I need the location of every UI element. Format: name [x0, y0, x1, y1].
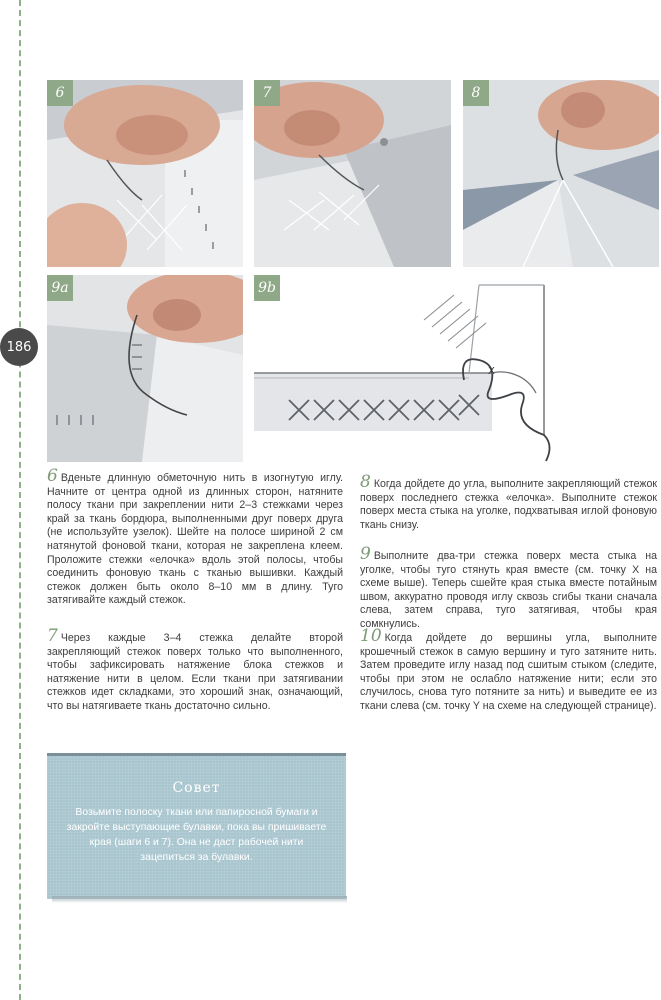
step-7-photo — [254, 80, 451, 267]
step-6-number: 6 — [47, 466, 58, 486]
step-8-body: Когда дойдете до угла, выполните закрепляющий стежок поверх последнего стежка «елочка». Выполните стежок поверх места стыка на уголке, подхватывая иглой фоновую ткань снизу. — [360, 478, 657, 531]
tip-card-shadow — [52, 896, 347, 903]
step-9-body: Выполните два-три стежка поверх места стыка на уголке, чтобы туго стянуть края вместе (см. точку X на схеме выше). Теперь сшейте края стыка вместе потайным швом, аккуратно проводя иглу сквозь сгибы ткани сначала слева, затем справа, туго затягивая, чтобы края сомкнулись. — [360, 550, 657, 630]
step-6-text — [47, 466, 343, 608]
tip-title: Совет — [172, 780, 221, 796]
step-9b-diagram — [254, 275, 659, 462]
step-9a-photo — [47, 275, 243, 462]
step-10-body: Когда дойдете до вершины угла, выполните крошечный стежок в самую вершину и туго затяните нить. Затем проведите иглу назад под сшитым стыком (следите, чтобы при этом не ослабло натяжение нити; если это случилось, снова туго потяните за нить) и выведите ее из ткани слева (см. точку Y на схеме на следующей странице). — [360, 632, 657, 712]
step-7-text — [47, 626, 343, 714]
diagram-point-x-label: X — [488, 366, 495, 377]
step-7-body: Через каждые 3–4 стежка делайте второй закрепляющий стежок поверх только что выполненного, чтобы зафиксировать натяжение блока стежков и натяжение нити в целом. Если ткани при затягивании стежков идет складками, это хороший знак, означающий, что вы натягиваете ткань достаточно сильно. — [47, 632, 343, 712]
step-8-number: 8 — [360, 472, 371, 492]
step-8-text — [360, 472, 657, 532]
step-7-number: 7 — [47, 626, 58, 646]
step-6-tag: 6 — [47, 80, 73, 106]
step-9b-tag: 9b — [254, 275, 280, 301]
step-10-text — [360, 626, 657, 714]
step-8-photo — [463, 80, 659, 267]
step-6-photo — [47, 80, 243, 267]
step-9-text — [360, 544, 657, 632]
step-7-tag: 7 — [254, 80, 280, 106]
step-6-body: Вденьте длинную обметочную нить в изогнутую иглу. Начните от центра одной из длинных сторон, натяните полосу ткани при закреплении нити 2–3 стежками через край за ткань бордюра, выполненными друг поверх друга (не используйте узелок). Шейте на полосе шириной 2 см натянутой фоновой ткани, которая не закреплена клеем. Проложите стежки «елочка» вдоль этой полосы, чтобы соединить фоновую ткань с тканью вышивки. Каждый стежок должен быть около 8–10 мм в длину. Туго затягивайте каждый стежок. — [47, 472, 343, 607]
margin-dashed-rule — [19, 0, 21, 1000]
step-10-number: 10 — [360, 626, 382, 646]
step-9a-tag: 9a — [47, 275, 73, 301]
step-9-number: 9 — [360, 544, 371, 564]
tip-card — [47, 753, 346, 899]
page-number-badge: 186 — [0, 328, 38, 366]
step-8-tag: 8 — [463, 80, 489, 106]
tip-body: Возьмите полоску ткани или папиросной бумаги и закройте выступающие булавки, пока вы пришиваете края (шаги 6 и 7). Она не даст рабочей нити зацепиться за булавки. — [66, 807, 327, 863]
